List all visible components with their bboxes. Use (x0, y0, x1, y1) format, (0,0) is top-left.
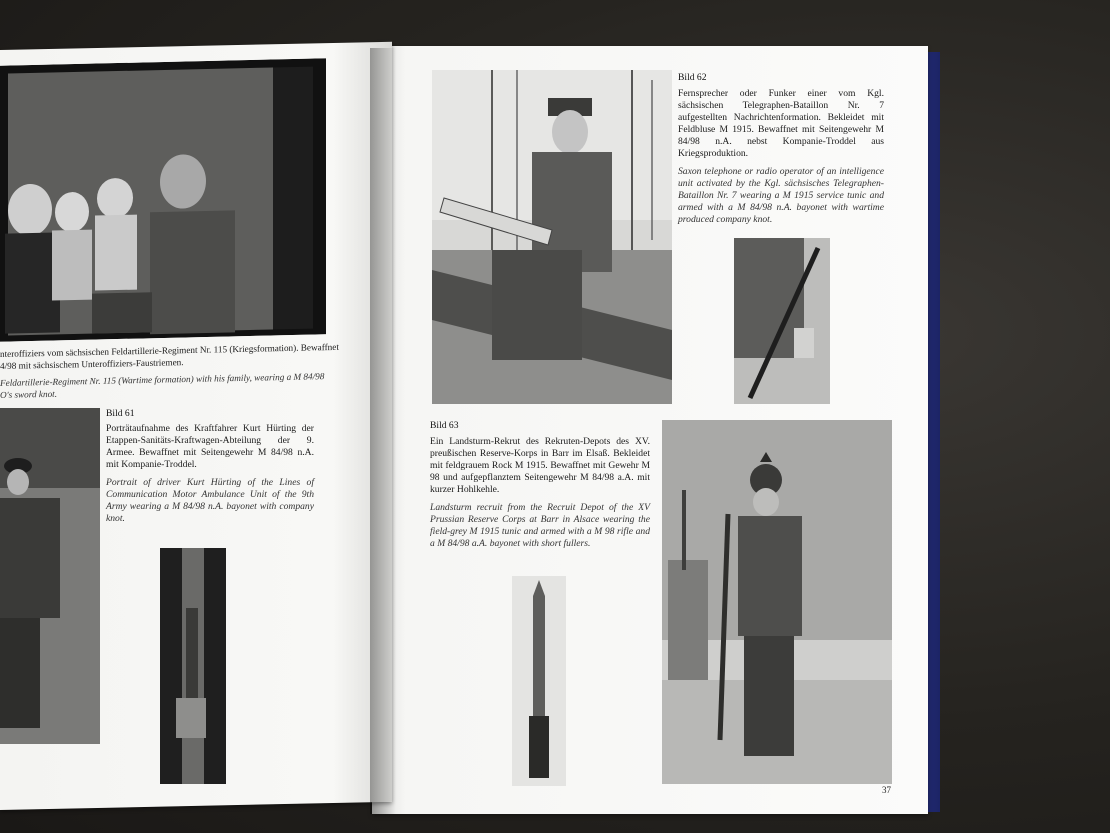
caption-top-de-line-2: 4/98 mit sächsischem Unteroffiziers-Faustriemen. (0, 356, 184, 371)
telegraph-soldier-photo (432, 70, 672, 404)
caption-top-en-line-2: O's sword knot. (0, 388, 58, 400)
caption-top-de-line-1: nteroffiziers vom sächsischen Feldartillerie-Regiment Nr. 115 (Kriegsformation). Bewaffnet (0, 341, 339, 359)
bild-63-text (430, 436, 650, 556)
family-photo (0, 58, 326, 341)
bild-61-german-caption: Porträtaufnahme des Kraftfahrer Kurt Hürting der Etappen-Sanitäts-Kraftwagen-Abteilung der 9. Armee. Bewaffnet mit Seitengewehr M 84/98 n.A. mit Kompanie-Troddel. (106, 423, 314, 470)
bild-62-label: Bild 62 (678, 72, 707, 83)
bild-62-text (678, 88, 884, 232)
book-gutter (370, 48, 396, 814)
caption-top-en-line-1: Feldartillerie-Regiment Nr. 115 (Wartime formation) with his family, wearing a M 84/98 (0, 371, 325, 388)
left-top-caption (0, 341, 380, 401)
bild-62-english-caption: Saxon telephone or radio operator of an intelligence unit activated by the Kgl. sächsisches Telegraphen-Bataillon Nr. 7 wearing a M 1915 service tunic and armed with a M 84/98 n.A. bayonet with wartime produced company knot. (678, 165, 884, 225)
driver-portrait-photo (0, 408, 100, 744)
bayonet-detail-photo-62 (734, 238, 830, 404)
bild-63-german-caption: Ein Landsturm-Rekrut des Rekruten-Depots des XV. preußischen Reserve-Korps in Barr im Elsaß. Bekleidet mit feldgrauem Rock M 1915. Bewaffnet mit Gewehr M 98 und aufgepflanztem Seitengewehr M 84/98 a.A. mit kurzer Hohlkehle. (430, 436, 650, 495)
bild-61-text (106, 423, 314, 531)
landsturm-recruit-photo (662, 420, 892, 784)
bild-62-german-caption: Fernsprecher oder Funker einer vom Kgl. sächsischen Telegraphen-Bataillon Nr. 7 aufgestellten Nachrichtenformation. Bekleidet mit Feldbluse M 1915. Bewaffnet mit Seitengewehr M 84/98 n.A. nebst Kompanie-Troddel aus Kriegsproduktion. (678, 88, 884, 159)
page-number: 37 (882, 785, 891, 795)
bild-61-english-caption: Portrait of driver Kurt Hürting of the Lines of Communication Motor Ambulance Unit of the 9th Army wearing a M 84/98 n.A. bayonet with company knot. (106, 476, 314, 524)
bild-61-label: Bild 61 (106, 408, 135, 419)
bayonet-photo-63 (512, 576, 566, 786)
bayonet-photo-left (160, 548, 226, 784)
bild-63-label: Bild 63 (430, 420, 459, 431)
bild-63-english-caption: Landsturm recruit from the Recruit Depot of the XV Prussian Reserve Corps at Barr in Alsace wearing the field-grey M 1915 tunic and armed with a M 98 rifle and a M 84/98 a.A. bayonet with short fullers. (430, 501, 650, 549)
